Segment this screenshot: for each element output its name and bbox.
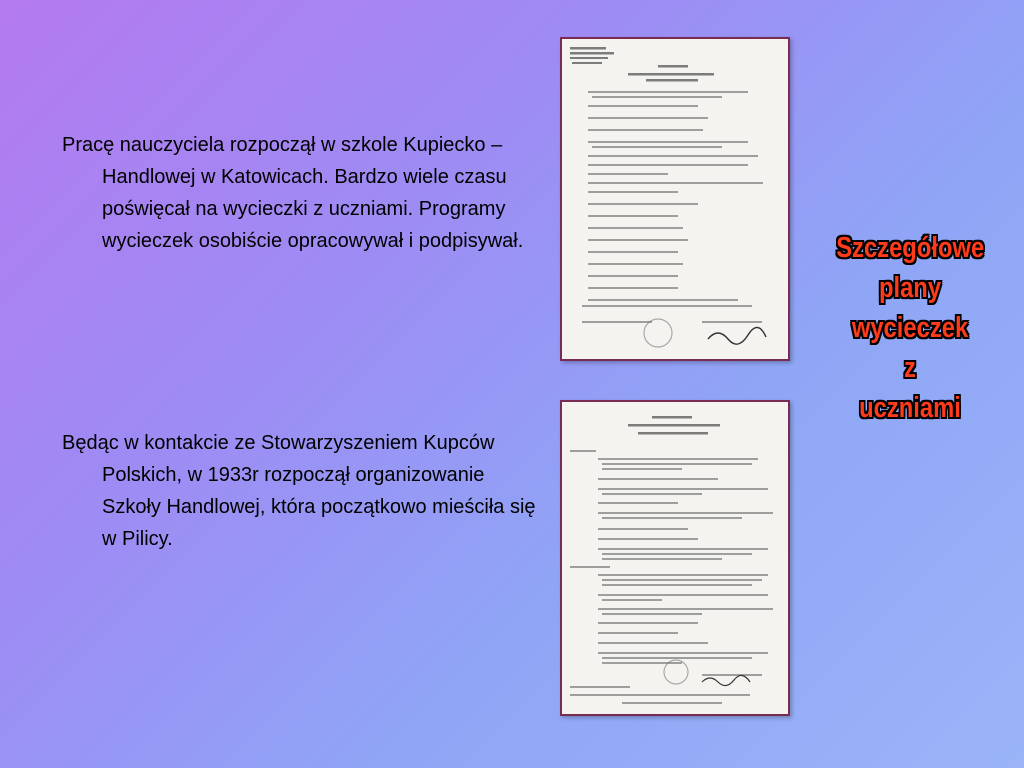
paragraph-teaching-start: Pracę nauczyciela rozpoczął w szkole Kupiecko – Handlowej w Katowicach. Bardzo wiele czasu poświęcał na wycieczki z uczniami. Programy wycieczek osobiście opracowywał i podpisywał. <box>62 134 524 252</box>
side-title-line: z <box>904 352 916 384</box>
side-title-line: Szczegółowe <box>836 232 985 264</box>
side-title-detailed-trip-plans <box>836 228 984 428</box>
side-title-line: uczniami <box>859 392 961 424</box>
paragraph-trade-school: Będąc w kontakcie ze Stowarzyszeniem Kupców Polskich, w 1933r rozpoczął organizowanie Szkoły Handlowej, która początkowo mieściła się w Pilicy. <box>62 432 536 550</box>
scanned-document-plan <box>562 39 788 359</box>
side-title-line: plany <box>878 272 942 304</box>
trip-plan-document-2 <box>560 400 790 716</box>
document-scan-image <box>562 402 788 714</box>
trip-plan-document-1 <box>560 37 790 361</box>
document-scan-image <box>562 39 788 359</box>
side-title-line: wycieczek <box>851 312 969 344</box>
scanned-document-program <box>562 402 788 714</box>
